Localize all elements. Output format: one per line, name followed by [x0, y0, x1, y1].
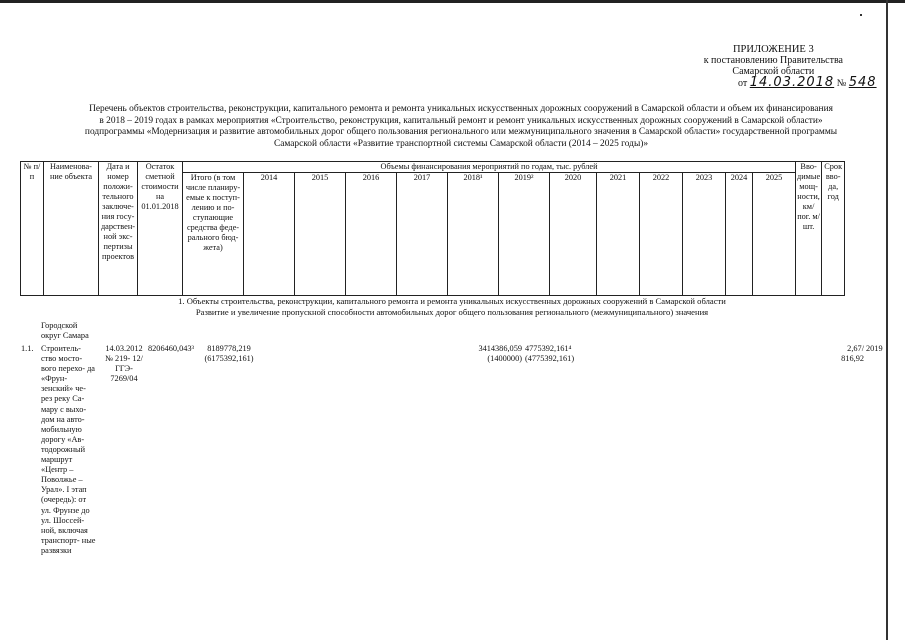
appendix-line3: Самарской области [732, 66, 815, 77]
col-year: 2018¹ [448, 173, 499, 296]
row-object-name: Строитель- ство мосто- вого перехо- да «Фрун- зенский» че- рез реку Са- мару с выхо- дом на авто- мобильную дорогу «Ав- тодорожный маршрут «Центр – Поволжье – Урал». I этап (очередь): от ул. Фрунзе до ул. Шоссей- ной, включая транспорт- ные развязки [41, 344, 96, 555]
row-2018 [466, 344, 522, 364]
expertise-number: № 219- 12/ГГЭ- 7269/04 [105, 354, 143, 384]
expertise-date: 14.03.2012 [105, 344, 143, 353]
row-remainder: 8206460,043³ [148, 344, 195, 353]
row-total [199, 344, 259, 364]
top-border-line [0, 0, 905, 3]
col-funding-group: Объемы финансирования мероприятий по годам, тыс. рублей [183, 162, 796, 173]
from-label: от [738, 78, 748, 89]
col-total: Итого (в том числе планиру- емые к поступ- лению и по- ступающие средства феде- рального бюд- жета) [183, 173, 244, 296]
row-number: 1.1. [21, 344, 34, 353]
col-term: Срок вво- да, год [822, 162, 845, 296]
federal-2018: (1400000) [487, 354, 522, 364]
resolution-date-number [738, 75, 877, 90]
row-term: 2019 [866, 344, 883, 353]
section-heading [20, 296, 884, 318]
handwritten-date: 14.03.2018 [749, 75, 835, 90]
section-line-1: 1. Объекты строительства, реконструкции, капитального ремонта и ремонта уникальных искусственных дорожных сооружений в Самарской области [178, 296, 726, 306]
total-value: 8189778,219 [207, 344, 251, 353]
title-line-2: в 2018 – 2019 годах в рамках мероприятия «Строительство, реконструкция, капитальный ремонт и ремонт уникальных искусственных дорожных сооружений в Самарской области» [99, 115, 823, 126]
row-expertise [103, 344, 145, 384]
value-2019: 4775392,161⁴ [525, 344, 572, 353]
document-title [40, 104, 882, 150]
section-line-2: Развитие и увеличение пропускной способности автомобильных дорог общего пользования регионального (межмуниципального) значения [195, 307, 709, 317]
col-year: 2019² [499, 173, 550, 296]
funding-table-header [20, 161, 845, 296]
title-line-1: Перечень объектов строительства, реконструкции, капитального ремонта и ремонта уникальных искусственных дорожных сооружений в Самарской области и объем их финансирования [89, 104, 833, 114]
appendix-block [704, 44, 843, 77]
col-year: 2025 [753, 173, 796, 296]
value-2018: 3414386,059 [478, 344, 522, 353]
col-name: Наименова- ние объекта [44, 162, 99, 296]
row-municipality: Городской округ Самара [41, 321, 89, 341]
col-year: 2016 [346, 173, 397, 296]
col-num: № п/п [21, 162, 44, 296]
scan-speck [860, 14, 862, 16]
handwritten-number: 548 [848, 75, 877, 90]
total-federal: (6175392,161) [204, 354, 254, 364]
col-year: 2020 [550, 173, 597, 296]
federal-2019: (4775392,161) [525, 354, 575, 364]
col-year: 2024 [726, 173, 753, 296]
row-capacity: 2,67/ 816,92 [841, 344, 864, 364]
col-remainder: Остаток сметной стоимости на 01.01.2018 [138, 162, 183, 296]
col-expertise: Дата и номер положи- тельного заключе- ния госу- дарствен- ной экс- пертизы проектов [99, 162, 138, 296]
appendix-line2: к постановлению Правительства [703, 55, 843, 66]
title-line-3: подпрограммы «Модернизация и развитие автомобильных дорог общего пользования регионального или межмуниципального значения в Самарской области» государственной программы [84, 127, 838, 137]
col-year: 2014 [244, 173, 295, 296]
col-year: 2017 [397, 173, 448, 296]
right-border-line [886, 0, 888, 640]
appendix-title: ПРИЛОЖЕНИЕ 3 [732, 44, 814, 55]
col-year: 2015 [295, 173, 346, 296]
title-line-4: Самарской области «Развитие транспортной системы Самарской области (2014 – 2025 годы)» [273, 138, 649, 149]
row-2019 [525, 344, 574, 364]
number-label: № [836, 78, 847, 89]
col-year: 2022 [640, 173, 683, 296]
col-capacity: Вво- димые мощ- ности, км/ пог. м/шт. [796, 162, 822, 296]
col-year: 2021 [597, 173, 640, 296]
col-year: 2023 [683, 173, 726, 296]
